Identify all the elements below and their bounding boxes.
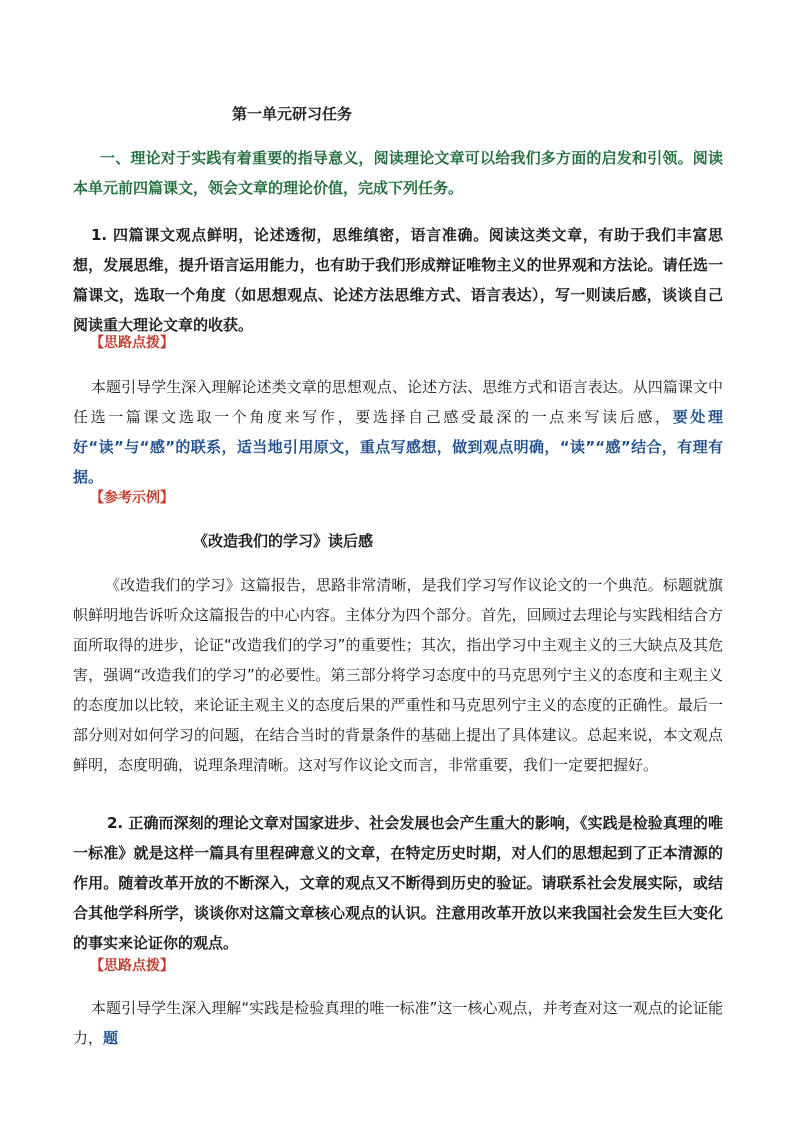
hint-tag-2: 【思路点拨】 (90, 958, 174, 974)
hint1-paragraph (73, 372, 723, 492)
example-tag: 【参考示例】 (90, 490, 174, 506)
example-text: 《改造我们的学习》这篇报告，思路非常清晰，是我们学习写作议论文的一个典范。标题就旗帜鲜明地告诉听众这篇报告的中心内容。主体分为四个部分。首先，回顾过去理论与实践相结合方面所取得的进步，论证“改造我们的学习”的重要性；其次，指出学习中主观主义的三大缺点及其危害，强调“改造我们的学习”的必要性。第三部分将学习态度中的马克思列宁主义的态度和主观主义的态度加以比较，来论证主观主义的态度后果的严重性和马克思列宁主义的态度的正确性。最后一部分则对如何学习的问题，在结合当时的背景条件的基础上提出了具体建议。总起来说，本文观点鲜明，态度明确，说理条理清晰。这对写作议论文而言，非常重要，我们一定要把握好。 (73, 576, 723, 774)
example-paragraph (73, 570, 723, 780)
page-title: 第一单元研习任务 (232, 105, 353, 123)
hint1-text: 本题引导学生深入理解论述类文章的思想观点、论述方法、思维方式和语言表达。从四篇课文中任选一篇课文选取一个角度来写作，要选择自己感受最深的一点来写读后感， (73, 378, 723, 426)
intro-paragraph (73, 143, 723, 203)
example-title: 《改造我们的学习》读后感 (193, 532, 374, 550)
task2-paragraph (73, 808, 723, 958)
hint1-emphasis: 要处理好“读”与“感”的联系，适当地引用原文，重点写感想，做到观点明确，“读”“感”结合，有理有据。 (73, 408, 723, 486)
task1-paragraph (73, 220, 723, 340)
hint-tag-1: 【思路点拨】 (90, 335, 174, 351)
hint2-paragraph (73, 993, 723, 1053)
task2-text: 2. 正确而深刻的理论文章对国家进步、社会发展也会产生重大的影响，《实践是检验真理的唯一标准》就是这样一篇具有里程碑意义的文章，在特定历史时期，对人们的思想起到了正本清源的作用。随着改革开放的不断深入，文章的观点又不断得到历史的验证。请联系社会发展实际，或结合其他学科所学，谈谈你对这篇文章核心观点的认识。注意用改革开放以来我国社会发生巨大变化的事实来论证你的观点。 (73, 814, 723, 952)
hint2-text: 本题引导学生深入理解“实践是检验真理的唯一标准”这一核心观点，并考查对这一观点的论证能力， (73, 999, 723, 1047)
task1-text: 1. 四篇课文观点鲜明，论述透彻，思维缜密，语言准确。阅读这类文章，有助于我们丰富思想，发展思维，提升语言运用能力，也有助于我们形成辩证唯物主义的世界观和方法论。请任选一篇课文，选取一个角度（如思想观点、论述方法思维方式、语言表达），写一则读后感，谈谈自己阅读重大理论文章的收获。 (73, 226, 723, 334)
intro-text: 一、理论对于实践有着重要的指导意义，阅读理论文章可以给我们多方面的启发和引领。阅读本单元前四篇课文，领会文章的理论价值，完成下列任务。 (73, 149, 723, 197)
hint2-emphasis: 题 (103, 1029, 119, 1047)
